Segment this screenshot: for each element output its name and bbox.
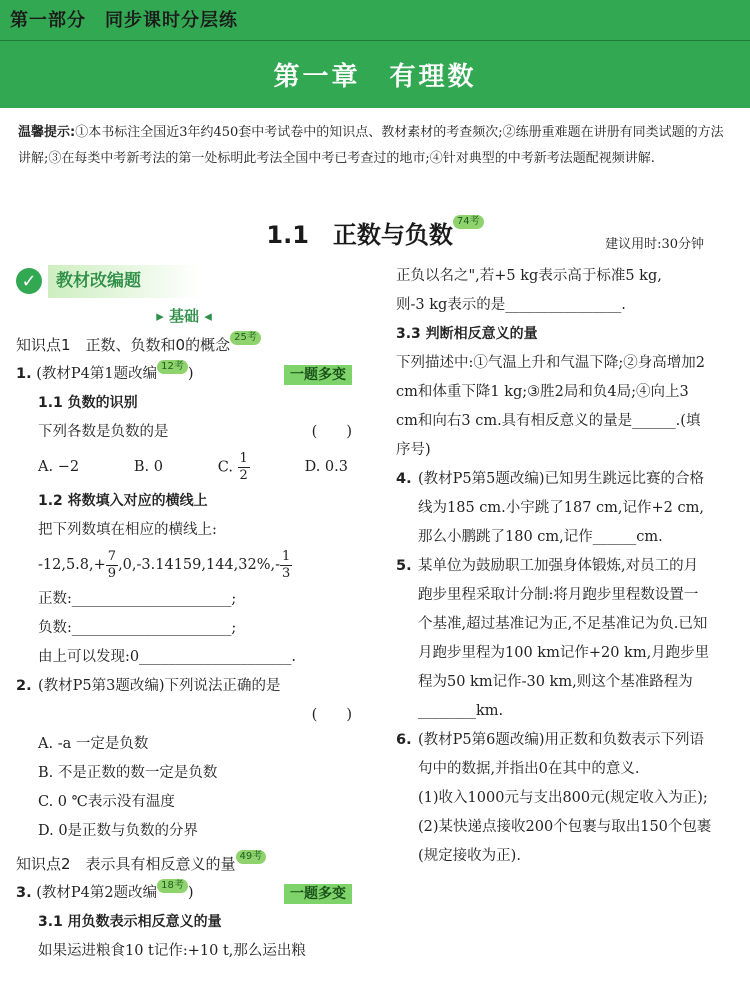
- q3-source-badge: 18考: [157, 879, 188, 893]
- tip-text: ①本书标注全国近3年约450套中考试卷中的知识点、教材素材的考查频次;②练册重难题在讲册有同类试题的方法讲解;③在每类中考新考法的第一处标明此考法全国中考已考查过的地市;④针对典型的中考新考法题配视频讲解.: [18, 125, 724, 166]
- tip-label: 温馨提示:: [18, 125, 76, 140]
- kp1-title: 知识点1 正数、负数和0的概念: [16, 336, 231, 354]
- q3-source-close: ): [187, 885, 194, 901]
- q3-sub1-title: 3.1 用负数表示相反意义的量: [38, 914, 222, 930]
- q3-source: (教材P4第2题改编: [36, 885, 158, 901]
- q1-source-close: ): [187, 366, 194, 382]
- q4-text: (教材P5第5题改编)已知男生跳远比赛的合格线为185 cm.小宇跳了187 cm,记作+2 cm,那么小鹏跳了180 cm,记作______cm.: [418, 471, 705, 545]
- q4: [396, 465, 712, 552]
- q5: [396, 552, 712, 726]
- part-label: 第一部分 同步课时分层练: [10, 10, 238, 31]
- q2-option-d: D. 0是正数与负数的分界: [38, 823, 199, 839]
- q4-number: 4.: [396, 471, 412, 487]
- q6-number: 6.: [396, 732, 412, 748]
- q1-source: (教材P4第1题改编: [36, 366, 158, 382]
- negative-blank[interactable]: 负数:______________________;: [38, 620, 237, 636]
- q6: [396, 726, 712, 784]
- q3-sub3-text: 下列描述中:①气温上升和气温下降;②身高增加2 cm和体重下降1 kg;③胜2局和负4局;④向上3 cm和向右3 cm.具有相反意义的量是______.(填序号): [396, 355, 705, 458]
- header-divider: [0, 40, 750, 41]
- option-c: [218, 451, 250, 484]
- check-icon: ✓: [16, 268, 42, 294]
- module-header: [16, 262, 352, 300]
- q1-header: [16, 360, 352, 389]
- kp1-badge: 25考: [230, 331, 261, 345]
- part-bar: [0, 0, 750, 44]
- option-c-label: C.: [217, 459, 233, 475]
- chapter-title: 第一章 有理数: [273, 62, 477, 92]
- q6-part2: (2)某快递点接收200个包裹与取出150个包裹(规定接收为正).: [418, 819, 712, 864]
- q3-sub3-title: 3.3 判断相反意义的量: [396, 326, 538, 342]
- q5-number: 5.: [396, 558, 412, 574]
- section-name: 正数与负数: [332, 221, 453, 249]
- fraction-1-3: [280, 549, 292, 582]
- module-title: 教材改编题: [48, 265, 201, 298]
- q1-options: [16, 447, 352, 487]
- q2-option-c: C. 0 ℃表示没有温度: [38, 794, 175, 810]
- knowledge-point-2: [16, 850, 352, 879]
- q2: [16, 672, 352, 701]
- q3-number: 3.: [16, 885, 32, 901]
- chapter-header: [0, 0, 750, 108]
- kp2-title: 知识点2 表示具有相反意义的量: [16, 855, 236, 873]
- positive-blank[interactable]: 正数:______________________;: [38, 591, 237, 607]
- tip-box: [18, 120, 734, 172]
- q6-part1: (1)收入1000元与支出800元(规定收入为正);: [418, 790, 708, 806]
- q1-number: 1.: [16, 366, 32, 382]
- fraction-numerator: 1: [282, 548, 291, 564]
- q1-sub2-text: 把下列数填在相应的横线上:: [38, 522, 217, 538]
- q2-option-a: A. -a 一定是负数: [38, 736, 149, 752]
- q1-source-badge: 12考: [157, 360, 188, 374]
- finding-blank[interactable]: 由上可以发现:0_____________________.: [38, 649, 296, 665]
- q2-text: (教材P5第3题改编)下列说法正确的是: [38, 678, 281, 694]
- q1-sub1-title: 1.1 负数的识别: [38, 395, 138, 411]
- left-column: [16, 262, 352, 966]
- q2-answer-paren: ( ): [311, 707, 352, 723]
- fraction-denominator: 9: [107, 565, 117, 581]
- q3-tag: 一题多变: [284, 884, 352, 904]
- number-list-a: -12,5.8,+: [38, 556, 106, 573]
- option-d: D. 0.3: [304, 458, 348, 475]
- kp2-badge: 49考: [236, 850, 267, 864]
- q2-number: 2.: [16, 678, 32, 694]
- q6-text: (教材P5第6题改编)用正数和负数表示下列语句中的数据,并指出0在其中的意义.: [418, 732, 705, 777]
- q1-sub2-title: 1.2 将数填入对应的横线上: [38, 493, 208, 509]
- q2-paren-row: [16, 701, 352, 730]
- fraction-denominator: 2: [239, 467, 248, 483]
- q1-sub1-stem: [16, 418, 352, 447]
- option-a: A. −2: [38, 458, 80, 475]
- level-label: ▸ 基础 ◂: [156, 307, 212, 325]
- q2-option-b: B. 不是正数的数一定是负数: [38, 765, 218, 781]
- q1-answer-paren: ( ): [311, 424, 352, 440]
- option-c-fraction: [238, 451, 250, 484]
- fraction-numerator: 1: [239, 450, 248, 466]
- q3-sub1-text: 如果运进粮食10 t记作:+10 t,那么运出粮: [38, 943, 306, 959]
- q5-text: 某单位为鼓励职工加强身体锻炼,对员工的月跑步里程采取计分制:将月跑步里程数设置一个基准,超过基准记为正,不足基准记为负.已知月跑步里程为100 km记作+20 km,月跑步里程为50 km记作-30 km,则这个基准路程为________km.: [418, 558, 710, 719]
- option-b: B. 0: [133, 458, 163, 475]
- q1-sub1-text: 下列各数是负数的是: [38, 424, 169, 440]
- section-badge: 74考: [453, 215, 484, 229]
- level-text: 基础: [168, 307, 199, 325]
- q1-tag: 一题多变: [284, 365, 352, 385]
- q3-sub2-line1: 正负以名之",若+5 kg表示高于标准5 kg,: [396, 268, 662, 284]
- number-list-b: ,0,-3.14159,144,32%,-: [118, 556, 280, 573]
- fraction-numerator: 7: [107, 548, 117, 564]
- fraction-7-9: [106, 549, 118, 582]
- right-column: [396, 262, 712, 871]
- fraction-denominator: 3: [282, 565, 291, 581]
- q3-header: [16, 879, 352, 908]
- number-list: [16, 545, 352, 585]
- section-number: 1.1: [266, 221, 309, 249]
- q3-sub2-line2[interactable]: 则-3 kg表示的是________________.: [396, 297, 626, 313]
- suggested-time: 建议用时:30分钟: [605, 237, 704, 252]
- knowledge-point-1: [16, 331, 352, 360]
